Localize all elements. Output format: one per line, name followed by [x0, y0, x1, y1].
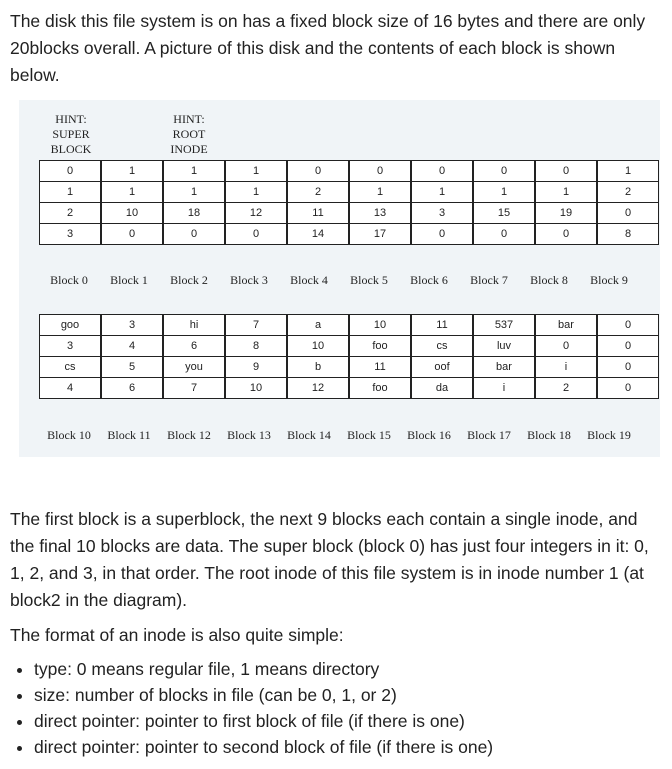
block-label: Block 15 [347, 428, 391, 442]
block-bottom-2-cell: 7 [163, 378, 225, 399]
block-label: Block 0 [50, 273, 88, 287]
superblock-paragraph: The first block is a superblock, the next 9 blocks each contain a single inode, and the final 10 blocks are data. The super block (block 0) has just four integers in it: 0, 1, 2, and 3, in that order. The root inode of this file system is in inode number 1 (at block2 in the diagram). [10, 509, 649, 610]
block-bottom-0-cell: 3 [40, 336, 102, 357]
block-bottom-5-cell: foo [349, 378, 411, 399]
block-labels-bottom [39, 428, 639, 443]
disk-figure [19, 100, 660, 457]
block-bottom-4-cell: 10 [287, 336, 349, 357]
block-top-4-cell: 14 [287, 224, 349, 245]
table-row [40, 161, 659, 182]
block-top-8-cell: 0 [535, 224, 597, 245]
table-row [40, 336, 659, 357]
hint-super-block: HINT: SUPER BLOCK [50, 112, 92, 156]
table-row [40, 378, 659, 399]
block-top-7-cell: 0 [473, 161, 535, 182]
block-top-2-cell: 1 [163, 161, 225, 182]
block-top-0-cell: 3 [40, 224, 102, 245]
block-bottom-1-cell: 6 [101, 378, 163, 399]
block-top-9-cell: 8 [597, 224, 659, 245]
blocks-0-9-table [39, 160, 659, 245]
block-label: Block 5 [350, 273, 388, 287]
block-top-2-cell: 18 [163, 203, 225, 224]
block-top-5-cell: 13 [349, 203, 411, 224]
table-row [40, 203, 659, 224]
list-item: • direct pointer: pointer to second block of file (if there is one) [34, 734, 672, 760]
block-bottom-3-cell: 10 [225, 378, 287, 399]
inode-fields-list [10, 656, 672, 760]
block-label: Block 7 [470, 273, 508, 287]
block-label: Block 9 [590, 273, 628, 287]
block-top-5-cell: 0 [349, 161, 411, 182]
block-top-8-cell: 1 [535, 182, 597, 203]
block-bottom-6-cell: oof [411, 357, 473, 378]
block-top-6-cell: 0 [411, 161, 473, 182]
block-bottom-0-cell: 4 [40, 378, 102, 399]
list-item: • direct pointer: pointer to first block of file (if there is one) [34, 708, 672, 734]
block-bottom-3-cell: 7 [225, 315, 287, 336]
block-top-1-cell: 0 [101, 224, 163, 245]
block-top-4-cell: 0 [287, 161, 349, 182]
block-label: Block 19 [587, 428, 631, 442]
block-top-9-cell: 0 [597, 203, 659, 224]
block-bottom-4-cell: b [287, 357, 349, 378]
block-top-1-cell: 1 [101, 161, 163, 182]
block-bottom-0-cell: cs [40, 357, 102, 378]
block-top-3-cell: 1 [225, 161, 287, 182]
block-label: Block 3 [230, 273, 268, 287]
list-item: • size: number of blocks in file (can be 0, 1, or 2) [34, 682, 672, 708]
block-bottom-6-cell: cs [411, 336, 473, 357]
block-label: Block 17 [467, 428, 511, 442]
block-top-6-cell: 3 [411, 203, 473, 224]
block-bottom-7-cell: 537 [473, 315, 535, 336]
block-label: Block 14 [287, 428, 331, 442]
block-bottom-2-cell: you [163, 357, 225, 378]
block-top-0-cell: 0 [40, 161, 102, 182]
block-bottom-1-cell: 4 [101, 336, 163, 357]
block-bottom-1-cell: 3 [101, 315, 163, 336]
block-top-7-cell: 1 [473, 182, 535, 203]
block-label: Block 4 [290, 273, 328, 287]
inode-format-paragraph: The format of an inode is also quite simple: [10, 625, 344, 645]
block-top-9-cell: 2 [597, 182, 659, 203]
block-bottom-7-cell: luv [473, 336, 535, 357]
block-bottom-0-cell: goo [40, 315, 102, 336]
block-top-8-cell: 19 [535, 203, 597, 224]
block-label: Block 13 [227, 428, 271, 442]
block-bottom-9-cell: 0 [597, 378, 659, 399]
block-top-7-cell: 15 [473, 203, 535, 224]
block-bottom-1-cell: 5 [101, 357, 163, 378]
block-bottom-5-cell: foo [349, 336, 411, 357]
block-top-5-cell: 1 [349, 182, 411, 203]
block-top-0-cell: 2 [40, 203, 102, 224]
block-bottom-2-cell: hi [163, 315, 225, 336]
block-top-6-cell: 0 [411, 224, 473, 245]
block-bottom-9-cell: 0 [597, 336, 659, 357]
block-bottom-3-cell: 9 [225, 357, 287, 378]
block-label: Block 1 [110, 273, 148, 287]
block-bottom-6-cell: da [411, 378, 473, 399]
hint-root-inode: HINT: ROOT INODE [170, 112, 208, 156]
block-bottom-3-cell: 8 [225, 336, 287, 357]
table-row [40, 224, 659, 245]
block-bottom-5-cell: 10 [349, 315, 411, 336]
block-top-1-cell: 10 [101, 203, 163, 224]
block-label: Block 6 [410, 273, 448, 287]
block-top-3-cell: 1 [225, 182, 287, 203]
block-bottom-6-cell: 11 [411, 315, 473, 336]
block-top-5-cell: 17 [349, 224, 411, 245]
block-bottom-2-cell: 6 [163, 336, 225, 357]
block-top-3-cell: 12 [225, 203, 287, 224]
block-labels-top [39, 273, 639, 288]
block-top-3-cell: 0 [225, 224, 287, 245]
block-bottom-5-cell: 11 [349, 357, 411, 378]
block-label: Block 18 [527, 428, 571, 442]
block-label: Block 12 [167, 428, 211, 442]
block-bottom-9-cell: 0 [597, 357, 659, 378]
block-bottom-4-cell: a [287, 315, 349, 336]
block-top-9-cell: 1 [597, 161, 659, 182]
block-label: Block 16 [407, 428, 451, 442]
block-bottom-8-cell: 2 [535, 378, 597, 399]
table-row [40, 182, 659, 203]
block-top-4-cell: 11 [287, 203, 349, 224]
block-bottom-8-cell: bar [535, 315, 597, 336]
block-label: Block 8 [530, 273, 568, 287]
intro-paragraph: The disk this file system is on has a fixed block size of 16 bytes and there are only 20blocks overall. A picture of this disk and the contents of each block is shown below. [10, 11, 646, 85]
table-row [40, 315, 659, 336]
block-top-2-cell: 0 [163, 224, 225, 245]
block-top-0-cell: 1 [40, 182, 102, 203]
block-top-1-cell: 1 [101, 182, 163, 203]
list-item: • type: 0 means regular file, 1 means directory [34, 656, 672, 682]
block-label: Block 10 [47, 428, 91, 442]
block-bottom-4-cell: 12 [287, 378, 349, 399]
block-top-7-cell: 0 [473, 224, 535, 245]
block-top-4-cell: 2 [287, 182, 349, 203]
block-top-2-cell: 1 [163, 182, 225, 203]
block-top-8-cell: 0 [535, 161, 597, 182]
block-label: Block 2 [170, 273, 208, 287]
block-bottom-7-cell: i [473, 378, 535, 399]
block-label: Block 11 [107, 428, 151, 442]
table-row [40, 357, 659, 378]
blocks-10-19-table [39, 314, 659, 399]
block-bottom-8-cell: i [535, 357, 597, 378]
block-bottom-7-cell: bar [473, 357, 535, 378]
block-bottom-8-cell: 0 [535, 336, 597, 357]
block-bottom-9-cell: 0 [597, 315, 659, 336]
block-top-6-cell: 1 [411, 182, 473, 203]
